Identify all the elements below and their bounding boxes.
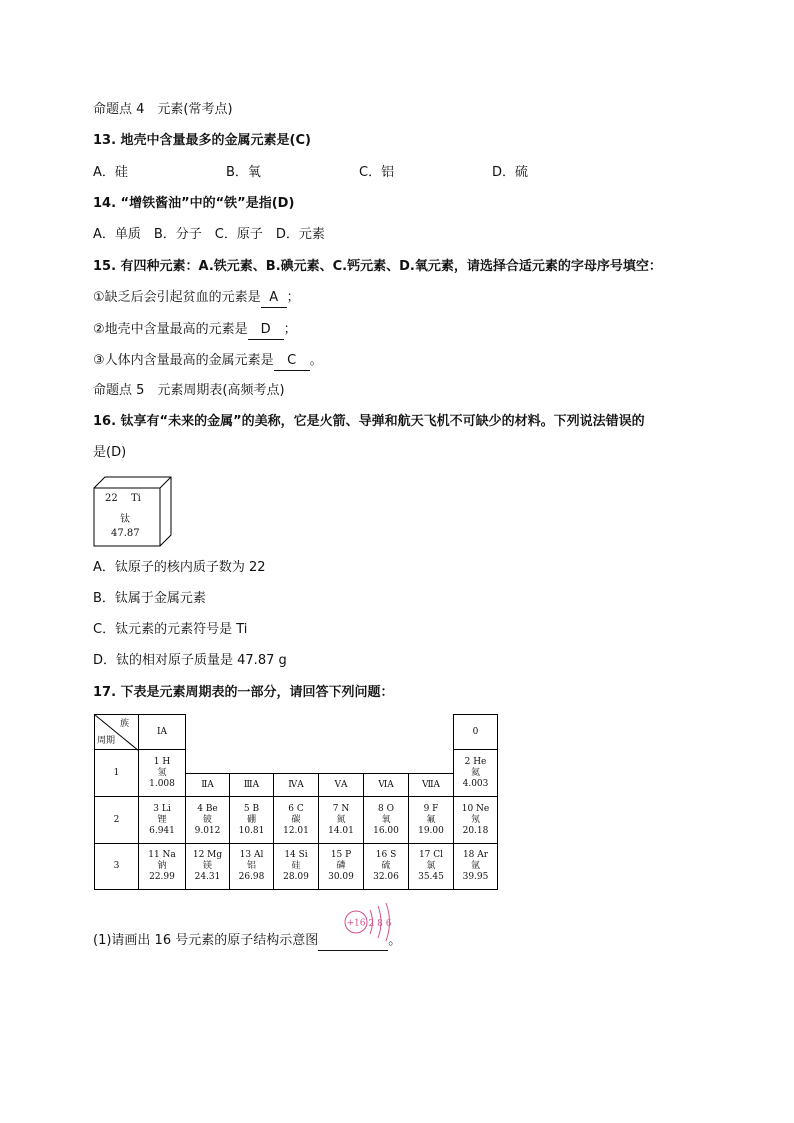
element-n-line1: 7 N <box>332 803 350 814</box>
periodic-table <box>94 714 498 890</box>
q16-option-c[interactable]: C．钛元素的元素符号是 Ti <box>93 622 248 637</box>
element-cell-titanium <box>93 476 171 546</box>
header-group-label: 族 <box>119 719 129 729</box>
element-li-line1: 3 Li <box>153 803 171 814</box>
element-o-name: 氧 <box>381 814 391 825</box>
element-cl-name: 氯 <box>426 861 436 871</box>
element-s-mass: 32.06 <box>373 872 399 882</box>
element-mg-line1: 12 Mg <box>192 850 223 860</box>
element-f-mass: 19.00 <box>418 825 444 836</box>
q17-sub1-answer-blank[interactable] <box>318 932 388 951</box>
element-p-line1: 15 P <box>330 850 352 860</box>
section-title-5: 命题点 5 元素周期表(高频考点) <box>93 383 285 398</box>
q13-stem: 13. 地壳中含量最多的金属元素是(C) <box>93 133 311 148</box>
q15-item-1-suffix: ； <box>286 290 300 305</box>
element-he-mass: 4.003 <box>462 778 489 789</box>
element-cell-p <box>319 844 364 890</box>
element-be-line1: 4 Be <box>197 803 218 814</box>
group-header-2a: ⅡA <box>186 774 230 797</box>
period-label-1: 1 <box>95 750 139 797</box>
q14-options: A．单质 B．分子 C．原子 D．元素 <box>93 227 325 242</box>
q13-option-c[interactable]: C．铝 <box>359 165 395 180</box>
element-na-mass: 22.99 <box>149 872 175 882</box>
group-header-4a: ⅣA <box>274 774 319 797</box>
element-li-mass: 6.941 <box>149 825 175 836</box>
element-al-line1: 13 Al <box>239 850 264 860</box>
element-cell-al <box>230 844 274 890</box>
q13-option-a[interactable]: A．硅 <box>93 165 128 180</box>
element-h-mass: 1.008 <box>149 778 175 789</box>
element-b-mass: 10.81 <box>238 825 265 836</box>
element-h-line1: 1 H <box>153 756 171 767</box>
q15-answer-1[interactable]: A <box>261 289 287 308</box>
q15-item-3-suffix: 。 <box>309 353 323 368</box>
element-be-name: 铍 <box>202 814 212 825</box>
element-cell-c <box>274 797 319 844</box>
element-mg-mass: 24.31 <box>194 872 221 882</box>
element-al-name: 铝 <box>246 861 256 871</box>
element-n-name: 氮 <box>336 814 346 825</box>
element-ne-line1: 10 Ne <box>461 803 490 814</box>
element-ar-line1: 18 Ar <box>462 850 489 860</box>
element-he-name: 氦 <box>470 767 480 778</box>
group-header-5a: ⅤA <box>319 774 364 797</box>
element-cell-s <box>364 844 409 890</box>
element-c-line1: 6 C <box>288 803 304 814</box>
element-n-mass: 14.01 <box>328 825 354 836</box>
element-cell-o <box>364 797 409 844</box>
element-ar-name: 氩 <box>470 861 480 871</box>
element-cell-na <box>139 844 186 890</box>
element-cl-mass: 35.45 <box>418 872 444 882</box>
element-cell-b <box>230 797 274 844</box>
group-header-0: 0 <box>454 715 498 750</box>
element-c-name: 碳 <box>291 814 301 825</box>
element-s-line1: 16 S <box>375 850 397 860</box>
element-cell-be <box>186 797 230 844</box>
q15-item-3-text: ③人体内含量最高的金属元素是 <box>93 353 274 368</box>
element-o-mass: 16.00 <box>373 825 399 836</box>
element-b-line1: 5 B <box>243 803 260 814</box>
nucleus-charge: +16 <box>346 918 366 929</box>
element-f-line1: 9 F <box>423 803 439 814</box>
element-p-name: 磷 <box>336 861 346 871</box>
element-cell-ar <box>454 844 498 890</box>
q15-item-1-text: ①缺乏后会引起贫血的元素是 <box>93 290 261 305</box>
element-c-mass: 12.01 <box>283 825 309 836</box>
q17-stem: 17. 下表是元素周期表的一部分，请回答下列问题： <box>93 685 394 700</box>
element-li-name: 锂 <box>157 814 167 825</box>
element-ar-mass: 39.95 <box>462 872 489 882</box>
element-o-line1: 8 O <box>378 803 394 814</box>
element-he-line1: 2 He <box>464 756 487 767</box>
q15-answer-3[interactable]: C <box>274 352 310 371</box>
q16-stem-line1: 16. 钛享有“未来的金属”的美称，它是火箭、导弹和航天飞机不可缺少的材料。下列说法错误的 <box>93 414 645 429</box>
q13-option-d[interactable]: D．硫 <box>492 165 529 180</box>
q17-sub1-suffix: 。 <box>388 933 402 948</box>
header-period-label: 周期 <box>97 736 116 746</box>
element-mass: 47.87 <box>111 528 140 539</box>
element-mg-name: 镁 <box>202 861 212 871</box>
q14-stem: 14. “增铁酱油”中的“铁”是指(D) <box>93 196 295 211</box>
table-corner-header <box>95 715 139 750</box>
element-cl-line1: 17 Cl <box>418 850 444 860</box>
element-na-line1: 11 Na <box>148 850 176 860</box>
q16-option-d[interactable]: D．钛的相对原子质量是 47.87 g <box>93 653 287 668</box>
electron-shells: 2 8 6 <box>368 919 392 929</box>
element-s-name: 硫 <box>381 861 391 871</box>
element-si-name: 硅 <box>291 861 301 871</box>
element-si-mass: 28.09 <box>283 872 309 882</box>
element-cell-ne <box>454 797 498 844</box>
q13-options <box>93 164 528 182</box>
q15-item-3 <box>93 352 323 371</box>
q15-stem: 15. 有四种元素：A.铁元素、B.碘元素、C.钙元素、D.氧元素，请选择合适元素的字母序号填空： <box>93 259 662 274</box>
period-label-3: 3 <box>95 844 139 890</box>
q15-item-2 <box>93 321 297 340</box>
element-be-mass: 9.012 <box>194 825 221 836</box>
q13-option-b[interactable]: B．氧 <box>226 165 261 180</box>
element-cell-he <box>454 750 498 797</box>
group-header-7a: ⅦA <box>409 774 454 797</box>
group-header-1a: ⅠA <box>139 715 186 750</box>
element-cell-si <box>274 844 319 890</box>
q17-sub1-text: (1)请画出 16 号元素的原子结构示意图 <box>93 933 319 948</box>
element-f-name: 氟 <box>426 814 436 825</box>
q15-answer-2[interactable]: D <box>248 321 284 340</box>
element-ne-mass: 20.18 <box>462 825 489 836</box>
element-cell-f <box>409 797 454 844</box>
element-p-mass: 30.09 <box>328 872 354 882</box>
q17-sub1 <box>93 932 401 951</box>
element-cell-n <box>319 797 364 844</box>
element-number: 22 <box>105 493 118 504</box>
element-h-name: 氢 <box>157 767 167 778</box>
group-header-3a: ⅢA <box>230 774 274 797</box>
q16-stem-line2: 是(D) <box>93 445 127 460</box>
q16-option-b[interactable]: B．钛属于金属元素 <box>93 591 206 606</box>
element-al-mass: 26.98 <box>238 872 265 882</box>
element-name: 钛 <box>120 514 130 525</box>
group-header-6a: ⅥA <box>364 774 409 797</box>
element-cell-h <box>139 750 186 797</box>
element-ne-name: 氖 <box>470 814 480 825</box>
period-label-2: 2 <box>95 797 139 844</box>
element-cell-cl <box>409 844 454 890</box>
element-cell-li <box>139 797 186 844</box>
element-b-name: 硼 <box>246 814 256 825</box>
section-title-4: 命题点 4 元素(常考点) <box>93 102 233 117</box>
element-si-line1: 14 Si <box>284 850 308 860</box>
element-symbol: Ti <box>131 493 141 504</box>
element-cell-mg <box>186 844 230 890</box>
q15-item-2-text: ②地壳中含量最高的元素是 <box>93 322 248 337</box>
q15-item-1 <box>93 289 300 308</box>
q15-item-2-suffix: ； <box>283 322 297 337</box>
element-na-name: 钠 <box>157 861 167 871</box>
q16-option-a[interactable]: A．钛原子的核内质子数为 22 <box>93 560 266 575</box>
